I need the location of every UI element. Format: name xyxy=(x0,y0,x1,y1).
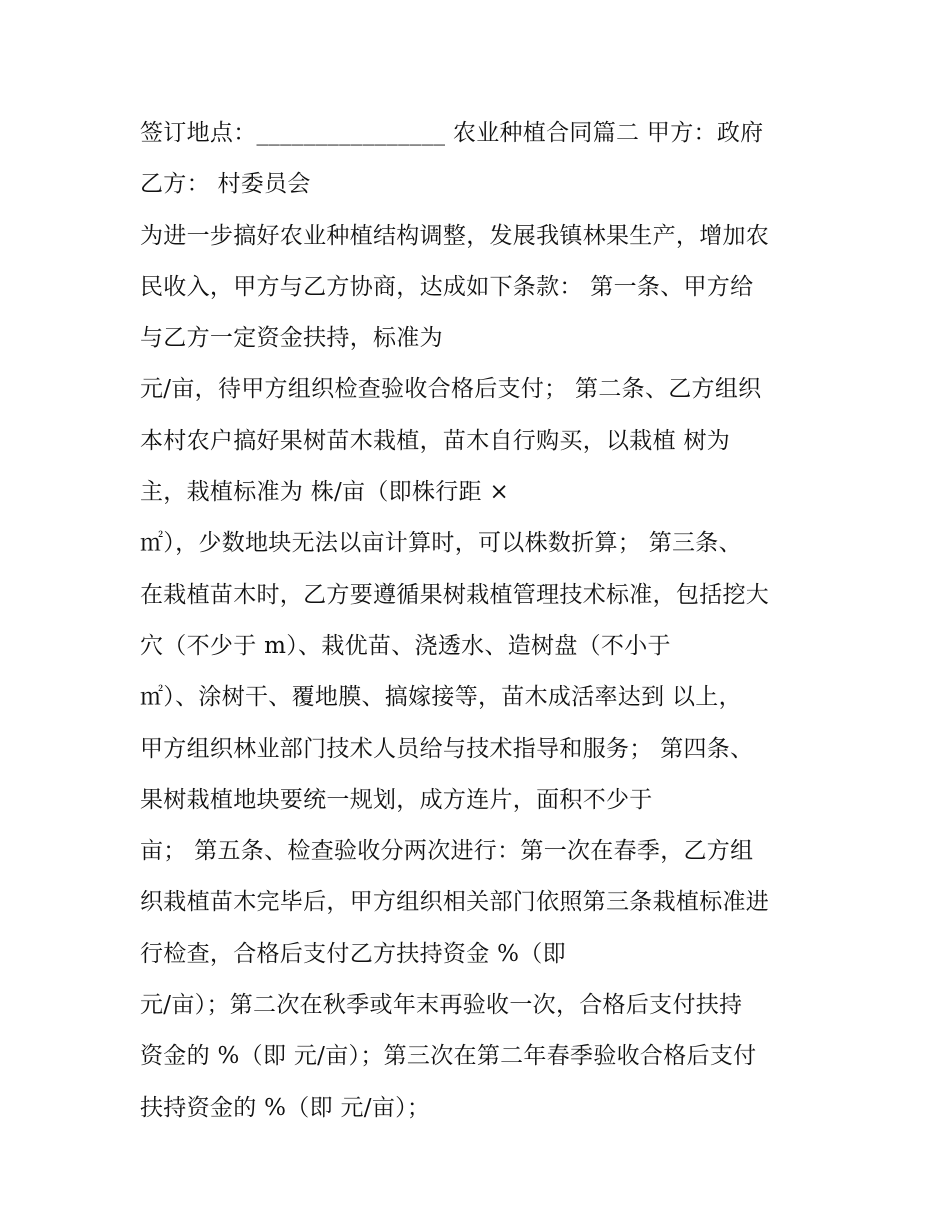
contract-text xyxy=(140,108,830,1134)
text-line: 亩； 第五条、检查验收分两次进行：第一次在春季，乙方组 xyxy=(140,838,754,865)
text-line: 穴（不少于 m）、栽优苗、浇透水、造树盘（不小于 xyxy=(140,632,671,659)
text-line: ㎡），少数地块无法以亩计算时，可以株数折算； 第三条、 xyxy=(140,530,742,557)
text-line: 民收入，甲方与乙方协商，达成如下条款： 第一条、甲方给 xyxy=(140,273,754,300)
text-line: 果树栽植地块要统一规划，成方连片，面积不少于 xyxy=(140,786,653,813)
text-line: 为进一步搞好农业种植结构调整，发展我镇林果生产，增加农 xyxy=(140,222,770,249)
text-line: 在栽植苗木时，乙方要遵循果树栽植管理技术标准，包括挖大 xyxy=(140,581,770,608)
text-line: 元/亩）；第二次在秋季或年末再验收一次，合格后支付扶持 xyxy=(140,992,743,1019)
text-line: 行检查，合格后支付乙方扶持资金 %（即 xyxy=(140,940,566,967)
text-line: 甲方组织林业部门技术人员给与技术指导和服务； 第四条、 xyxy=(140,735,754,762)
text-line: 扶持资金的 %（即 元/亩）； xyxy=(140,1094,431,1121)
text-line: 元/亩，待甲方组织检查验收合格后支付； 第二条、乙方组织 xyxy=(140,376,762,403)
text-line-signing-place: 签订地点：________________ 农业种植合同篇二 甲方：政府 xyxy=(140,120,764,146)
text-line-party-b: 乙方： 村委员会 xyxy=(140,171,311,198)
text-line: 资金的 %（即 元/亩）；第三次在第二年春季验收合格后支付 xyxy=(140,1043,757,1070)
text-line: 主，栽植标准为 株/亩（即株行距 × xyxy=(140,479,510,506)
text-line: 本村农户搞好果树苗木栽植，苗木自行购买，以栽植 树为 xyxy=(140,427,731,454)
text-line: 织栽植苗木完毕后，甲方组织相关部门依照第三条栽植标准进 xyxy=(140,889,770,916)
text-line: ㎡）、涂树干、覆地膜、搞嫁接等，苗木成活率达到 以上， xyxy=(140,684,742,711)
text-line: 与乙方一定资金扶持，标准为 xyxy=(140,325,443,352)
